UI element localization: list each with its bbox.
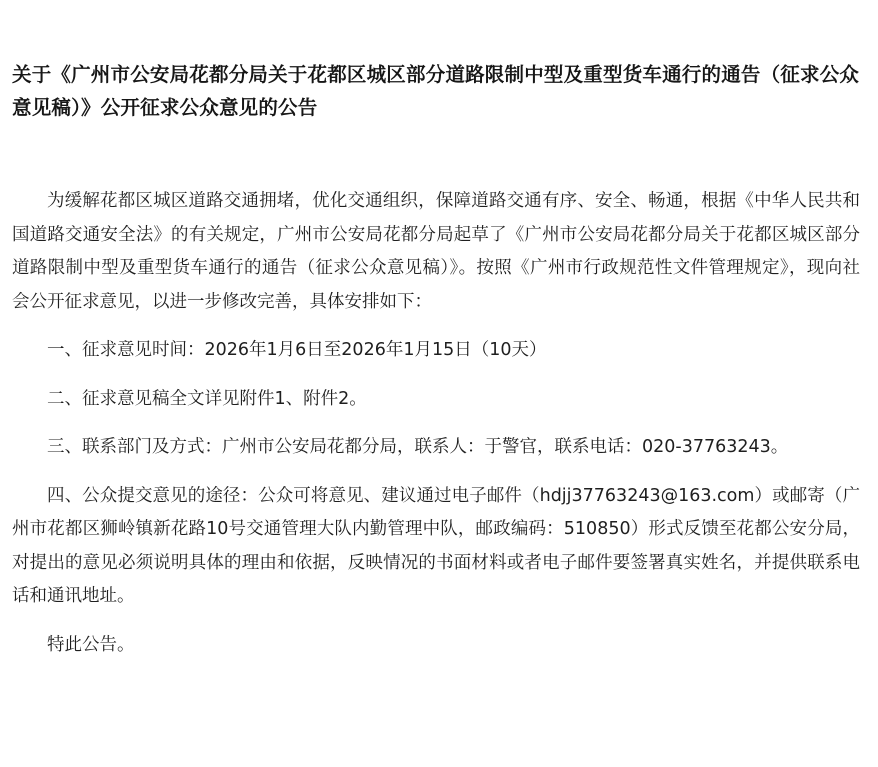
item-contact: 三、联系部门及方式：广州市公安局花都分局，联系人：于警官，联系电话：020-37763243。 [47,437,789,457]
item-submission: 四、公众提交意见的途径：公众可将意见、建议通过电子邮件（hdjj37763243@163.com）或邮寄（广州市花都区狮岭镇新花路10号交通管理大队内勤管理中队，邮政编码：510850）形式反馈至花都公安分局，对提出的意见必须说明具体的理由和依据，反映情况的书面材料或者电子邮件要签署真实姓名，并提供联系电话和通讯地址。 [12,485,860,606]
item-attachments: 二、征求意见稿全文详见附件1、附件2。 [47,388,367,409]
closing-paragraph: 特此公告。 [47,634,135,655]
intro-paragraph: 为缓解花都区城区道路交通拥堵，优化交通组织，保障道路交通有序、安全、畅通，根据《中华人民共和国道路交通安全法》的有关规定，广州市公安局花都分局起草了《广州市公安局花都分局关于花都区城区部分道路限制中型及重型货车通行的通告（征求公众意见稿）》。按照《广州市行政规范性文件管理规定》，现向社会公开征求意见，以进一步修改完善，具体安排如下： [12,191,860,312]
notice-body [12,185,860,662]
item-time: 一、征求意见时间：2026年1月6日至2026年1月15日（10天） [47,340,547,360]
notice-title: 关于《广州市公安局花都分局关于花都区城区部分道路限制中型及重型货车通行的通告（征求公众意见稿）》公开征求公众意见的公告 [12,63,860,119]
